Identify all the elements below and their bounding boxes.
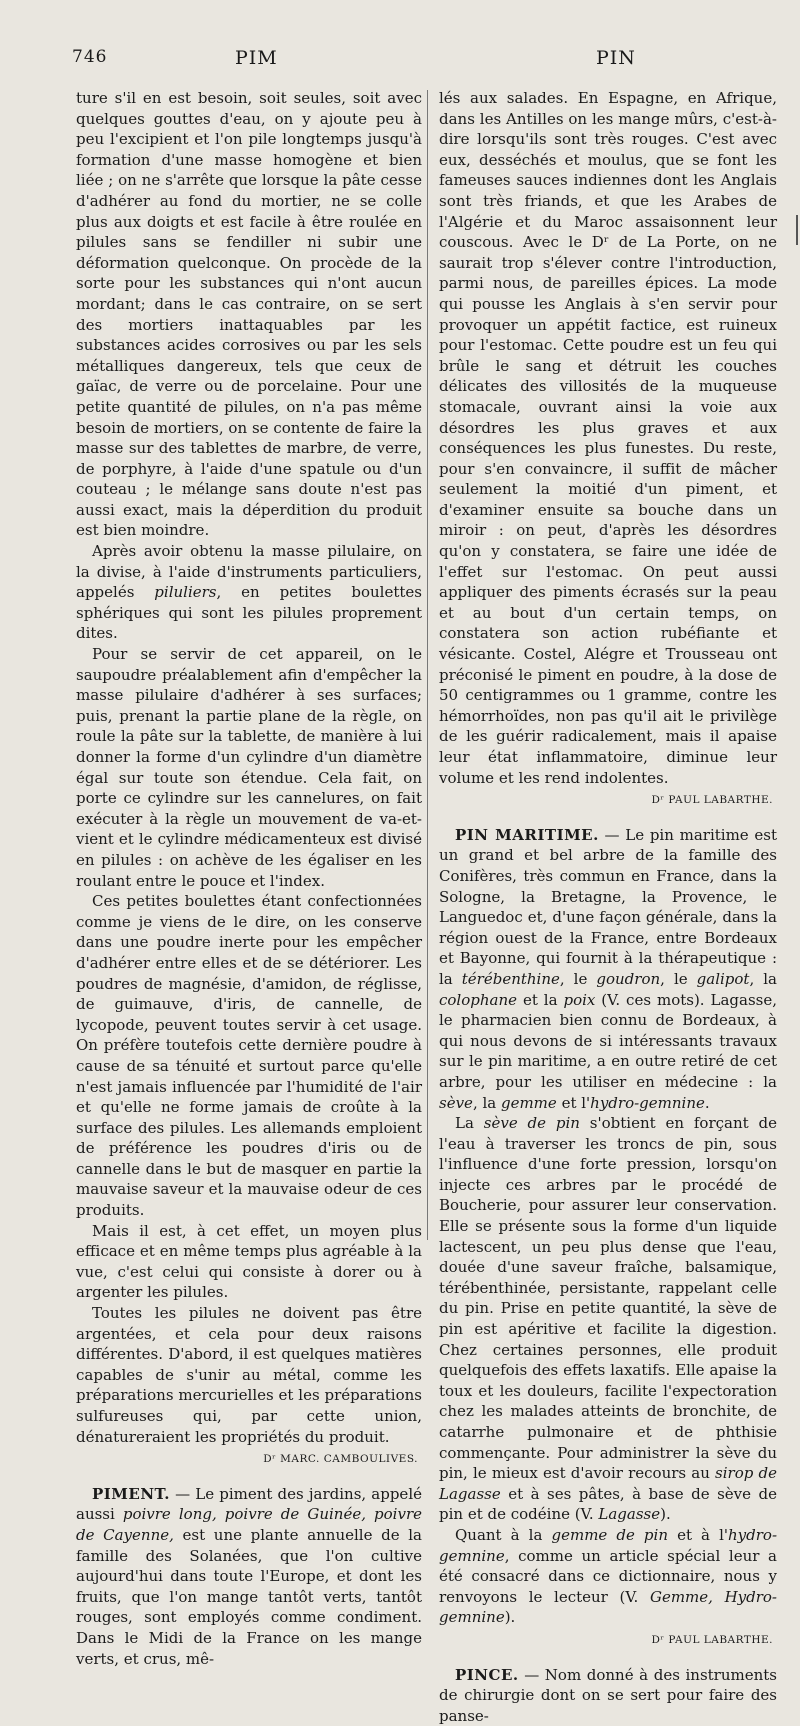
entry-headword: PIN MARITIME. (455, 825, 599, 844)
paragraph: Quant à la gemme de pin et à l'hydro-gemnine, comme un article spécial leur a été consacré dans ce dictionnaire, nous y renvoyons le lecteur (V. Gemme, Hydro-gemnine). (439, 1525, 778, 1627)
entry-piment: PIMENT. — Le piment des jardins, appelé aussi poivre long, poivre de Guinée, poivre de Cayenne, est une plante annuelle de la famille des Solanées, que l'on cultive aujourd'hui dans toute l'Europe, et dont les fruits, que l'on mange tantôt verts, tantôt rouges, sont employés comme condiment. Dans le Midi de la France on les mange verts, et crus, mê- (76, 1484, 423, 1668)
right-column (439, 88, 777, 1726)
paragraph: Toutes les pilules ne doivent pas être argentées, et cela pour deux raisons différentes. D'abord, il est quelques matières capables de s'unir au métal, comme les préparations mercurielles et les préparations sulfureuses qui, par cette union, dénatureraient les propriétés du produit. (76, 1304, 422, 1446)
entry-pin-maritime: PIN MARITIME. — Le pin maritime est un grand et bel arbre de la famille des Conifères, très commun en France, dans la Sologne, la Bretagne, la Provence, le Languedoc et, d'une façon générale, dans la région ouest de la France, entre Bordeaux et Bayonne, qui fournit à la thérapeutique : la térébenthine, le goudron, le galipot, la colophane et la poix (V. ces mots). Lagasse, le pharmacien bien connu de Bordeaux, à qui nous devons de si intéressants travaux sur le pin maritime, a en outre retiré de cet arbre, pour les utiliser en médecine : la sève, la gemme et l'hydro-gemnine. (439, 825, 778, 1112)
author-signature: Dʳ PAUL LABARTHE. (651, 794, 773, 807)
entry-headword: PIMENT. (92, 1484, 170, 1503)
paragraph: Pour se servir de cet appareil, on le saupoudre préalablement afin d'empêcher la masse pilulaire d'adhérer à ses surfaces; puis, prenant la partie plane de la règle, on roule la pâte sur la tablette, de manière à lui donner la forme d'un cylindre d'un diamètre égal sur toute son étendue. Cela fait, on porte ce cylindre sur les cannelures, on fait exécuter à la règle un mouvement de va-et-vient et le cylindre médicamenteux est divisé en pilules : on achève de les égaliser en les roulant entre le pouce et l'index. (76, 645, 422, 890)
paragraph: Mais il est, à cet effet, un moyen plus efficace et en même temps plus agréable à la vue, c'est celui qui consiste à dorer ou à argenter les pilules. (76, 1221, 422, 1302)
entry-headword: PINCE. (455, 1665, 519, 1684)
paragraph: Ces petites boulettes étant confectionnées comme je viens de le dire, on les conserve dans une poudre inerte pour les empêcher d'adhérer entre elles et de se détériorer. Les poudres de magnésie, d'amidon, de réglisse, de guimauve, d'iris, de cannelle, de lycopode, peuvent toutes servir à cet usage. On préfère toutefois cette dernière poudre à cause de sa ténuité et surtout parce qu'elle n'est jamais influencée par l'humidité de l'air et qu'elle ne forme jamais de croûte à la surface des pilules. Les allemands emploient de préférence les poudres d'iris ou de cannelle dans le but de masquer en partie la mauvaise saveur et la mauvaise odeur de ces produits. (76, 892, 422, 1220)
paragraph: ture s'il en est besoin, soit seules, soit avec quelques gouttes d'eau, on y ajoute peu à peu l'excipient et l'on pile longtemps jusqu'à formation d'une masse homogène et bien liée ; on ne s'arrête que lorsque la pâte cesse d'adhérer au fond du mortier, ne se colle plus aux doigts et est facile à être roulée en pilules sans se fendiller ni subir une déformation quelconque. On procède de la sorte pour les substances qui n'ont aucun mordant; dans le cas contraire, on se sert des mortiers inattaquables par les substances acides corrosives ou par les sels métalliques dangereux, tels que ceux de gaïac, de verre ou de porcelaine. Pour une petite quantité de pilules, on n'a pas même besoin de mortiers, on se contente de faire la masse sur des tablettes de marbre, de verre, de porphyre, à l'aide d'une spatule ou d'un couteau ; le mélange sans doute n'est pas aussi exact, mais la déperdition du produit est bien moindre. (76, 89, 422, 540)
paragraph: lés aux salades. En Espagne, en Afrique, dans les Antilles on les mange mûrs, c'est-à-dire lorsqu'ils sont très rouges. C'est avec eux, desséchés et moulus, que se font les fameuses sauces indiennes dont les Anglais sont très friands, et que les Arabes de l'Algérie et du Maroc assaisonnent leur couscous. Avec le Dʳ de La Porte, on ne saurait trop s'élever contre l'introduction, parmi nous, de pareilles épices. La mode qui pousse les Anglais à s'en servir pour provoquer un appétit factice, est ruineux pour l'estomac. Cette poudre est un feu qui brûle le sang et détruit les couches délicates des villosités de la muqueuse stomacale, ouvrant ainsi la voie aux désordres les plus graves et aux conséquences les plus funestes. Du reste, pour s'en convaincre, il suffit de mâcher seulement la moitié d'un piment, et d'examiner ensuite sa bouche dans un miroir : on peut, d'après les désordres qu'on y constatera, se faire une idée de l'effet sur l'estomac. On peut aussi appliquer des piments écrasés sur la peau et au bout d'un certain temps, on constatera son action rubéfiante et vésicante. Costel, Alégre et Trousseau ont préconisé le piment en poudre, à la dose de 50 centigrammes ou 1 gramme, contre les hémorrhoïdes, non pas qu'il ait le privilège de les guérir radicalement, mais il apaise leur état inflammatoire, diminue leur volume et les rend indolentes. (439, 89, 777, 787)
left-column (76, 88, 422, 1669)
running-head-right: PIN (596, 47, 636, 69)
page-edge-mark (796, 215, 798, 245)
author-signature: Dʳ MARC. CAMBOULIVES. (263, 1453, 418, 1466)
paragraph: Après avoir obtenu la masse pilulaire, on la divise, à l'aide d'instruments particuliers, appelés piluliers, en petites boulettes sphériques qui sont les pilules proprement dites. (76, 542, 422, 643)
running-head-left: PIM (235, 47, 278, 69)
entry-pince: PINCE. — Nom donné à des instruments de chirurgie dont on se sert pour faire des panse- (439, 1665, 777, 1725)
page-number: 746 (72, 47, 108, 67)
author-signature: Dʳ PAUL LABARTHE. (651, 1633, 773, 1646)
paragraph: La sève de pin s'obtient en forçant de l'eau à traverser les troncs de pin, sous l'influence d'une forte pression, lorsqu'on injecte ces arbres par le procédé de Boucherie, pour assurer leur conservation. Elle se présente sous la forme d'un liquide lactescent, un peu plus dense que l'eau, douée d'une saveur fraîche, balsamique, térébenthinée, persistante, rappelant celle du pin. Prise en petite quantité, la sève de pin est apéritive et facilite la digestion. Chez certaines personnes, elle produit quelquefois des effets laxatifs. Elle apaise la toux et les douleurs, facilite l'expectoration chez les malades atteints de bronchite, de catarrhe pulmonaire et de phthisie commençante. Pour administrer la sève du pin, le mieux est d'avoir recours au sirop de Lagasse et à ses pâtes, à base de sève de pin et de codéine (V. Lagasse). (439, 1114, 777, 1524)
column-divider (427, 90, 428, 1240)
